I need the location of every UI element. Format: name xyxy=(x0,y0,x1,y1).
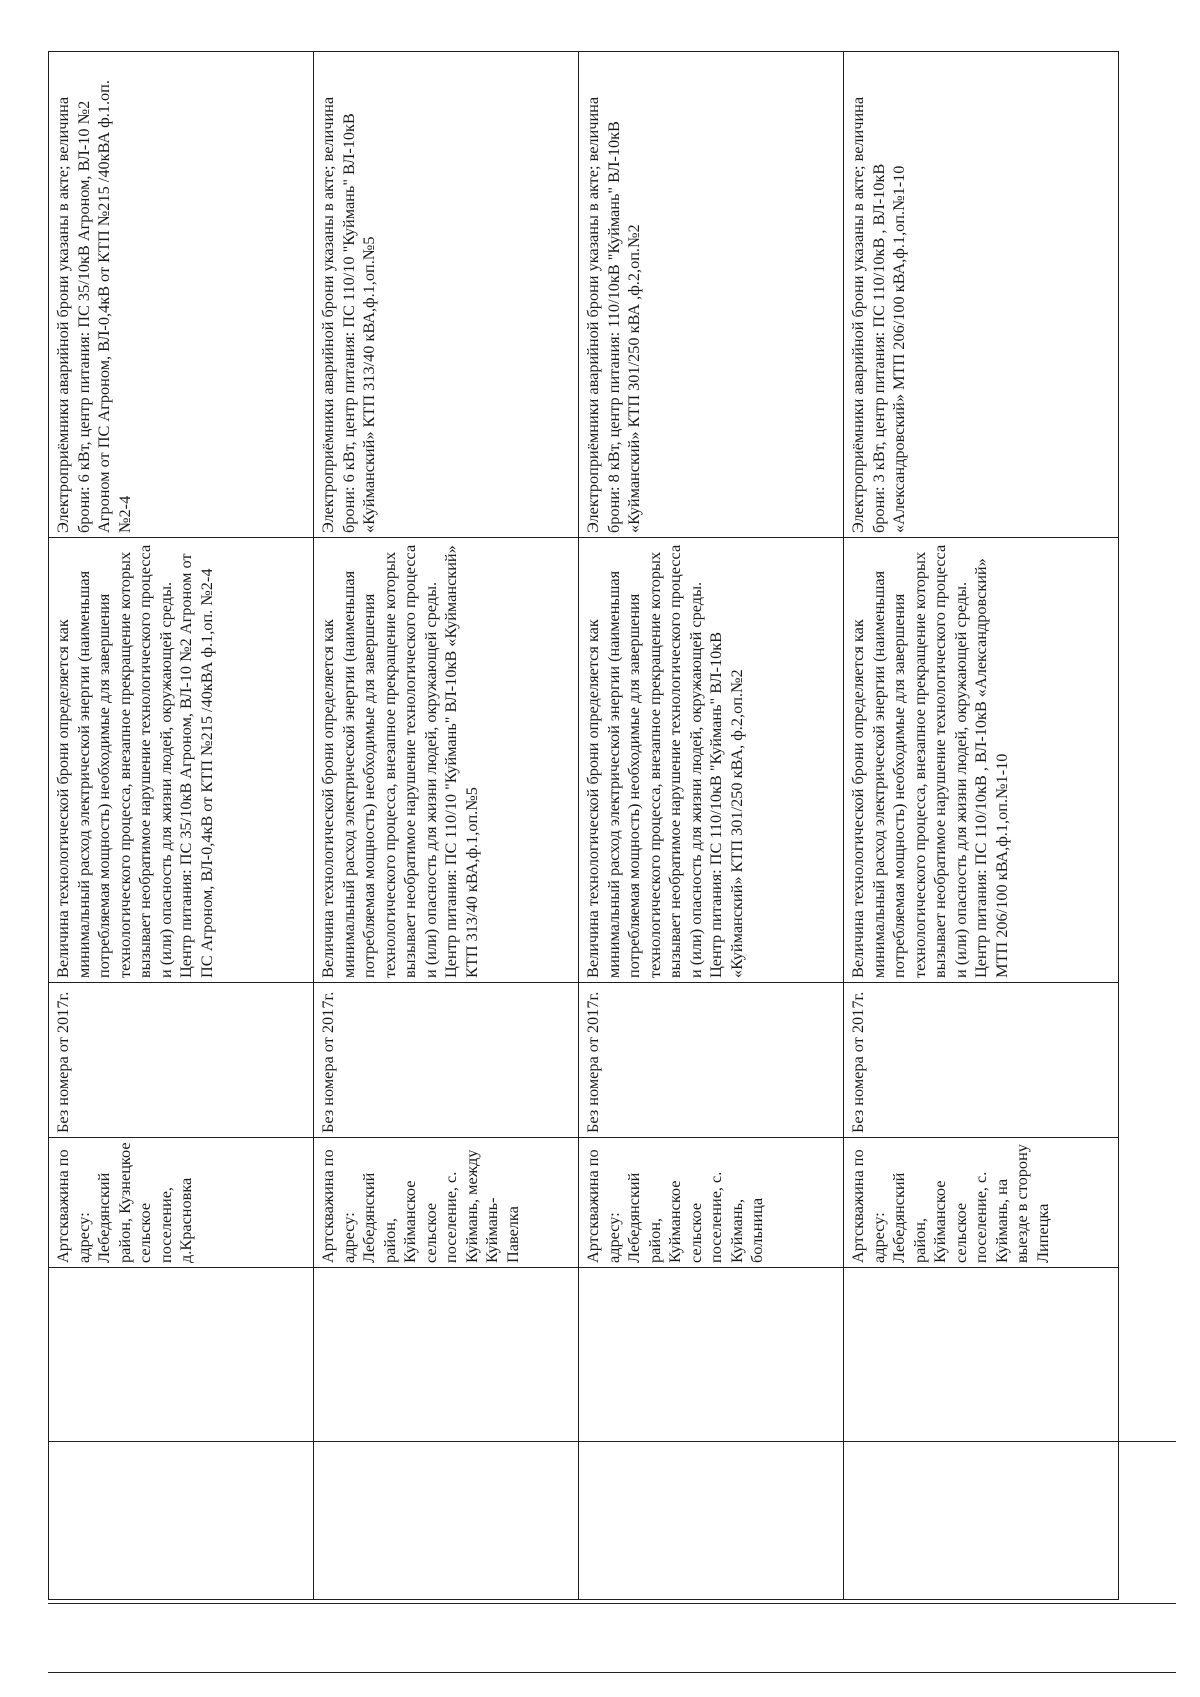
address-cell: Артскважина по адресу: Лебедянский район, Куйманское сельское поселение, с. Куймань, больница xyxy=(579,1138,844,1268)
act-cell: Без номера от 2017г. xyxy=(49,983,314,1138)
tech-reserve-cell: Величина технологической брони определяется как минимальный расход электрической энергии (наименьшая потребляемая мощность) необходимые для завершения технологического процесса, внезапное прекращение которых вызывает необратимое нарушение технологического процесса и (или) опасность для жизни людей, окружающей среды. Центр питания: ПС 110/10кВ "Куймань" ВЛ-10кВ «Куйманский» КТП 301/250 кВА, ф.2,оп.№2 xyxy=(579,538,844,983)
act-cell: Без номера от 2017г. xyxy=(579,983,844,1138)
emergency-reserve-cell: Электроприёмники аварийной брони указаны в акте; величина брони: 6 кВт, центр питания: ПС 110/10 "Куймань" ВЛ-10кВ «Куйманский» КТП 313/40 кВА,ф.1,оп.№5 xyxy=(314,52,579,538)
address-cell: Артскважина по адресу: Лебедянский район, Куйманское сельское поселение, с. Куймань, на выезде в сторону Липецка xyxy=(844,1138,1119,1268)
address-cell: Артскважина по адресу: Лебедянский район, Кузнецкое сельское поселение, д.Красновка xyxy=(49,1138,314,1268)
power-reserve-table xyxy=(48,51,1119,1600)
act-cell: Без номера от 2017г. xyxy=(314,983,579,1138)
act-cell: Без номера от 2017г. xyxy=(844,983,1119,1138)
table-row xyxy=(844,52,1119,1600)
table-row xyxy=(49,52,314,1600)
blank-cell xyxy=(49,1268,314,1600)
tech-reserve-cell: Величина технологической брони определяется как минимальный расход электрической энергии (наименьшая потребляемая мощность) необходимые для завершения технологического процесса, внезапное прекращение которых вызывает необратимое нарушение технологического процесса и (или) опасность для жизни людей, окружающей среды. Центр питания: ПС 110/10кВ , ВЛ-10кВ «Александровский» МТП 206/100 кВА,ф.1,оп.№1-10 xyxy=(844,538,1119,983)
rotated-table-container xyxy=(48,52,1118,1600)
blank-cell xyxy=(314,1268,579,1600)
blank-cell xyxy=(579,1268,844,1600)
tech-reserve-cell: Величина технологической брони определяется как минимальный расход электрической энергии (наименьшая потребляемая мощность) необходимые для завершения технологического процесса, внезапное прекращение которых вызывает необратимое нарушение технологического процесса и (или) опасность для жизни людей, окружающей среды. Центр питания: ПС 35/10кВ Агроном, ВЛ-10 №2 Агроном от ПС Агроном, ВЛ-0,4кВ от КТП №215 /40кВА ф.1,оп. №2-4 xyxy=(49,538,314,983)
address-cell: Артскважина по адресу: Лебедянский район, Куйманское сельское поселение, с. Куймань, между Куймань- Павелка xyxy=(314,1138,579,1268)
horizontal-rule xyxy=(48,1441,1176,1442)
horizontal-rule xyxy=(48,1672,1176,1673)
emergency-reserve-cell: Электроприёмники аварийной брони указаны в акте; величина брони: 3 кВт, центр питания: ПС 110/10кВ , ВЛ-10кВ «Александровский» МТП 206/100 кВА,ф.1,оп.№1-10 xyxy=(844,52,1119,538)
table-row xyxy=(579,52,844,1600)
emergency-reserve-cell: Электроприёмники аварийной брони указаны в акте; величина брони: 8 кВт, центр питания: 110/10кВ "Куймань" ВЛ-10кВ «Куйманский» КТП 301/250 кВА ,ф.2,оп.№2 xyxy=(579,52,844,538)
emergency-reserve-cell: Электроприёмники аварийной брони указаны в акте; величина брони: 6 кВт, центр питания: ПС 35/10кВ Агроном, ВЛ-10 №2 Агроном от ПС Агроном, ВЛ-0,4кВ от КТП №215 /40кВА ф.1.оп. №2-4 xyxy=(49,52,314,538)
blank-cell xyxy=(844,1268,1119,1600)
tech-reserve-cell: Величина технологической брони определяется как минимальный расход электрической энергии (наименьшая потребляемая мощность) необходимые для завершения технологического процесса, внезапное прекращение которых вызывает необратимое нарушение технологического процесса и (или) опасность для жизни людей, окружающей среды. Центр питания: ПС 110/10 "Куймань" ВЛ-10кВ «Куйманский» КТП 313/40 кВА,ф.1,оп.№5 xyxy=(314,538,579,983)
table-row xyxy=(314,52,579,1600)
horizontal-rule xyxy=(48,1603,1176,1604)
